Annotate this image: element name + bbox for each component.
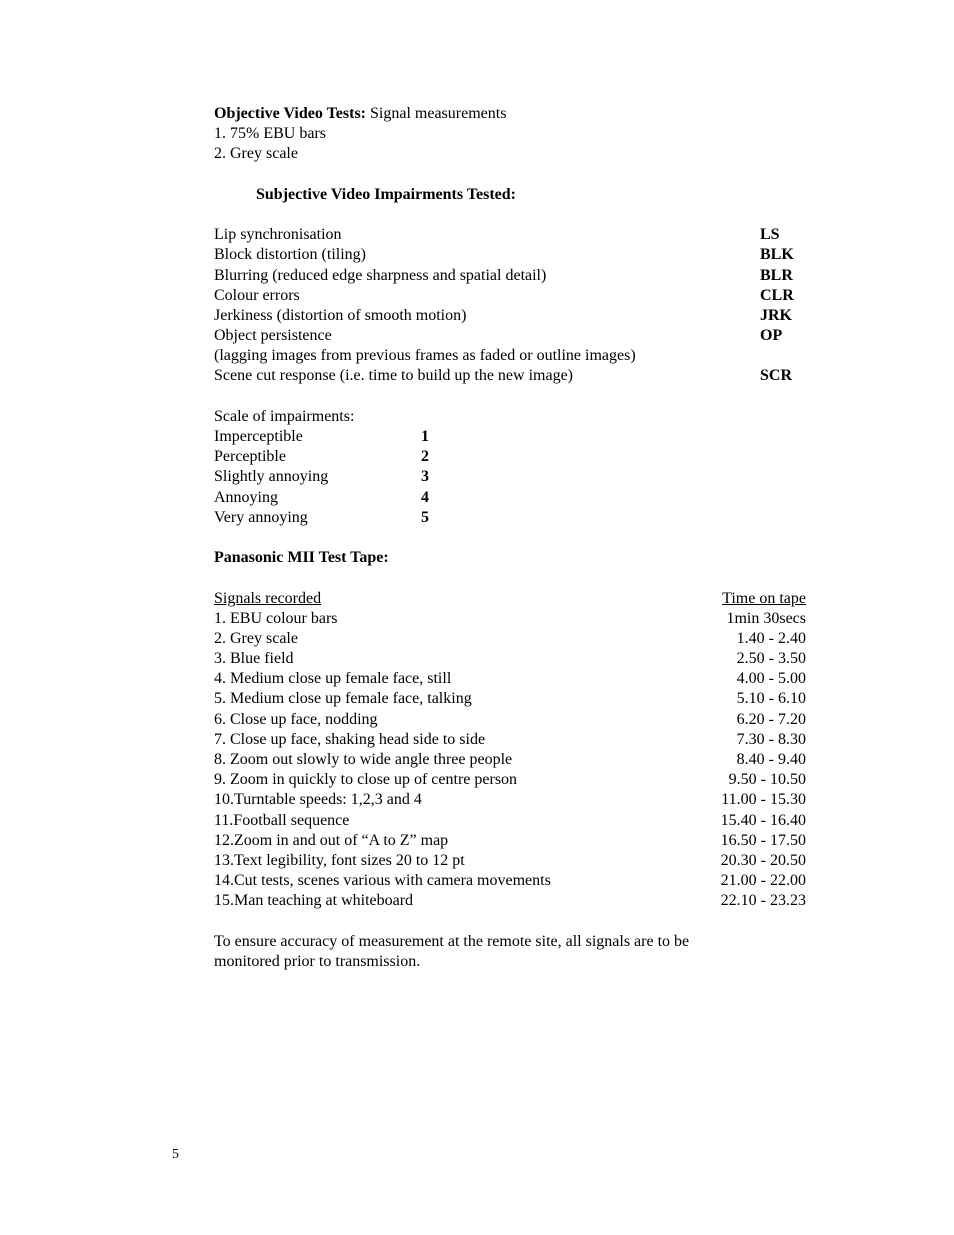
tape-signal: 1. EBU colour bars bbox=[214, 609, 338, 627]
tape-signal: 12.Zoom in and out of “A to Z” map bbox=[214, 831, 449, 849]
tape-rows bbox=[214, 609, 806, 912]
tape-signal: 9. Zoom in quickly to close up of centre person bbox=[214, 771, 518, 789]
impairment-label: Colour errors bbox=[214, 286, 300, 304]
impairment-row bbox=[214, 225, 806, 245]
impairment-code: SCR bbox=[760, 367, 793, 385]
tape-time: 6.20 - 7.20 bbox=[736, 710, 806, 728]
tape-time: 15.40 - 16.40 bbox=[720, 811, 806, 829]
impairment-label: Object persistence bbox=[214, 327, 332, 345]
impairment-code: OP bbox=[760, 327, 783, 345]
scale-row bbox=[214, 508, 806, 528]
tape-row bbox=[214, 629, 806, 649]
impairment-label: Scene cut response (i.e. time to build up the new image) bbox=[214, 367, 574, 385]
tape-signal: 3. Blue field bbox=[214, 650, 294, 668]
tape-time: 1.40 - 2.40 bbox=[736, 629, 806, 647]
scale-value: 5 bbox=[421, 508, 429, 526]
impairment-code: BLK bbox=[760, 246, 794, 264]
page-number: 5 bbox=[172, 1147, 179, 1162]
objective-item: 2. Grey scale bbox=[214, 145, 298, 163]
objective-item: 1. 75% EBU bars bbox=[214, 125, 326, 143]
tape-row bbox=[214, 649, 806, 669]
scale-label: Annoying bbox=[214, 488, 278, 506]
tape-signal: 14.Cut tests, scenes various with camera movements bbox=[214, 872, 551, 890]
tape-row bbox=[214, 669, 806, 689]
tape-row bbox=[214, 831, 806, 851]
tape-time: 1min 30secs bbox=[726, 609, 806, 627]
scale-row bbox=[214, 467, 806, 487]
tape-header-row bbox=[214, 589, 806, 609]
tape-time: 22.10 - 23.23 bbox=[720, 892, 806, 910]
tape-row bbox=[214, 811, 806, 831]
impairment-code: CLR bbox=[760, 286, 794, 304]
scale-row bbox=[214, 447, 806, 467]
tape-row bbox=[214, 750, 806, 770]
tape-row bbox=[214, 790, 806, 810]
tape-row bbox=[214, 871, 806, 891]
impairment-code: JRK bbox=[760, 306, 792, 324]
impairment-code: BLR bbox=[760, 266, 793, 284]
tape-time: 11.00 - 15.30 bbox=[721, 791, 806, 809]
impairment-code: LS bbox=[760, 226, 780, 244]
objective-subtitle: Signal measurements bbox=[366, 105, 507, 122]
tape-signal: 2. Grey scale bbox=[214, 629, 298, 647]
impairment-row bbox=[214, 266, 806, 286]
tape-time: 9.50 - 10.50 bbox=[728, 771, 806, 789]
footer-note-line: monitored prior to transmission. bbox=[214, 952, 421, 970]
tape-signal: 15.Man teaching at whiteboard bbox=[214, 892, 414, 910]
tape-col-time: Time on tape bbox=[722, 589, 806, 607]
tape-time: 21.00 - 22.00 bbox=[720, 872, 806, 890]
scale-value: 4 bbox=[421, 488, 429, 506]
scale-label: Very annoying bbox=[214, 508, 308, 526]
scale-label: Imperceptible bbox=[214, 428, 303, 445]
tape-signal: 10.Turntable speeds: 1,2,3 and 4 bbox=[214, 791, 422, 809]
tape-time: 2.50 - 3.50 bbox=[736, 650, 806, 668]
scale-row bbox=[214, 488, 806, 508]
tape-row bbox=[214, 730, 806, 750]
scale-label: Slightly annoying bbox=[214, 468, 329, 486]
tape-col-signals: Signals recorded bbox=[214, 589, 322, 607]
tape-time: 7.30 - 8.30 bbox=[736, 730, 806, 748]
document-body bbox=[214, 104, 806, 972]
scale-row bbox=[214, 427, 806, 447]
tape-row bbox=[214, 770, 806, 790]
footer-note-line: To ensure accuracy of measurement at the remote site, all signals are to be bbox=[214, 932, 690, 950]
tape-row bbox=[214, 689, 806, 709]
tape-signal: 5. Medium close up female face, talking bbox=[214, 690, 472, 708]
impairment-label: Jerkiness (distortion of smooth motion) bbox=[214, 306, 467, 324]
tape-time: 5.10 - 6.10 bbox=[736, 690, 806, 708]
objective-heading-line bbox=[214, 104, 806, 124]
tape-signal: 13.Text legibility, font sizes 20 to 12 pt bbox=[214, 851, 465, 869]
tape-time: 8.40 - 9.40 bbox=[736, 751, 806, 768]
scale-label: Perceptible bbox=[214, 448, 286, 466]
objective-heading: Objective Video Tests: bbox=[214, 105, 366, 122]
impairment-row bbox=[214, 326, 806, 346]
scale-title: Scale of impairments: bbox=[214, 407, 355, 425]
scale-value: 3 bbox=[421, 468, 429, 486]
impairment-label: Lip synchronisation bbox=[214, 226, 342, 244]
tape-signal: 7. Close up face, shaking head side to side bbox=[214, 730, 486, 748]
tape-signal: 11.Football sequence bbox=[214, 811, 350, 829]
tape-row bbox=[214, 851, 806, 871]
impairment-row bbox=[214, 366, 806, 386]
tape-signal: 4. Medium close up female face, still bbox=[214, 670, 452, 688]
tape-signal: 6. Close up face, nodding bbox=[214, 710, 378, 728]
tape-signal: 8. Zoom out slowly to wide angle three people bbox=[214, 751, 513, 768]
tape-time: 20.30 - 20.50 bbox=[720, 851, 806, 869]
tape-heading: Panasonic MII Test Tape: bbox=[214, 549, 389, 567]
scale-value: 2 bbox=[421, 448, 429, 466]
tape-row bbox=[214, 710, 806, 730]
tape-time: 16.50 - 17.50 bbox=[720, 831, 806, 849]
tape-time: 4.00 - 5.00 bbox=[736, 670, 806, 688]
impairment-row bbox=[214, 286, 806, 306]
scale-value: 1 bbox=[421, 428, 429, 445]
subjective-heading: Subjective Video Impairments Tested: bbox=[256, 185, 516, 203]
tape-row bbox=[214, 609, 806, 629]
impairment-label: Blurring (reduced edge sharpness and spatial detail) bbox=[214, 266, 547, 284]
impairment-row bbox=[214, 245, 806, 265]
impairment-note: (lagging images from previous frames as faded or outline images) bbox=[214, 347, 636, 365]
tape-row bbox=[214, 891, 806, 911]
impairment-label: Block distortion (tiling) bbox=[214, 246, 366, 264]
impairment-row bbox=[214, 306, 806, 326]
